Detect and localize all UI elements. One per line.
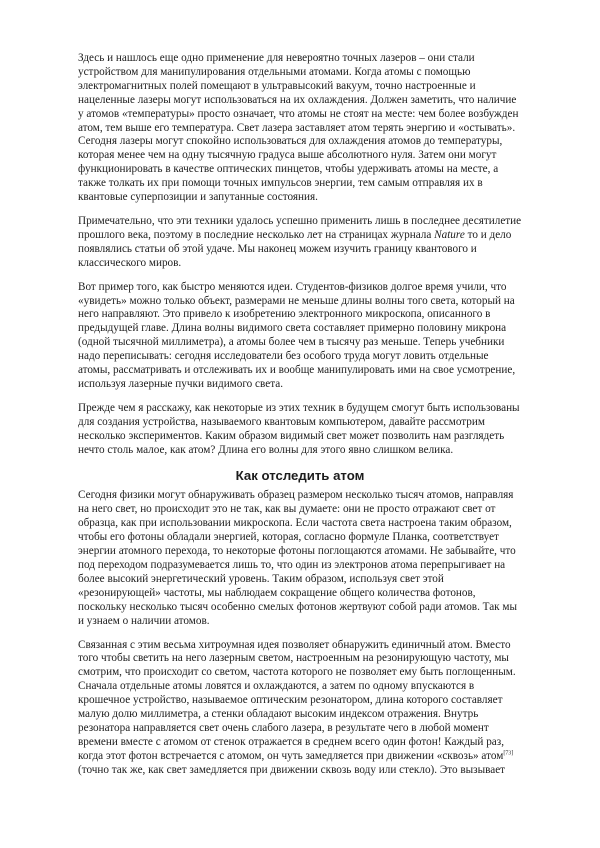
paragraph-3: Вот пример того, как быстро меняются идеи. Студентов-физиков долгое время учили, что «увидеть» можно только объект, размерами не меньше длины волны того света, который на него направляют. Это привело к изобретению электронного микроскопа, описанного в предыдущей главе. Длина волны видимого света составляет примерно половину микрона (одной тысячной миллиметра), а атомы более чем в тысячу раз меньше. Теперь учебники надо переписывать: сегодня исследователи без особого труда могут ловить отдельные атомы, рассматривать и отслеживать их и вообще манипулировать ими на свое усмотрение, используя лазерные пучки видимого света. (78, 280, 516, 390)
paragraph-2 (78, 215, 522, 271)
paragraph-2-text-b: то и дело появлялись статьи об этой удаче. Мы наконец можем изучить границу квантового и классического миров. (78, 228, 512, 269)
paragraph-5: Сегодня физики могут обнаруживать образец размером несколько тысяч атомов, направляя на него свет, но происходит это не так, как вы думаете: они не просто отражают свет от образца, как при использовании микроскопа. Если частота света настроена таким образом, чтобы его фотоны обладали энергией, которая, согласно формуле Планка, соответствует энергии атомного перехода, то некоторые фотоны поглощаются атомами. Не забывайте, что под переходом подразумевается лишь то, что один из электронов атома перепрыгивает на более высокий энергетический уровень. Таким образом, используя свет этой «резонирующей» частоты, мы наблюдаем сокращение общего количества фотонов, поскольку несколько тысяч особенно смелых фотонов жертвуют собой ради атомов. Так мы и узнаем о наличии атомов. (78, 489, 518, 627)
paragraph-6-text-a: Связанная с этим весьма хитроумная идея позволяет обнаружить единичный атом. Вместо того чтобы светить на него лазерным светом, настроенным на резонирующую частоту, мы смотрим, что происходит со светом, частота которого не позволяет ему быть поглощенным. Сначала отдельные атомы ловятся и охлаждаются, а затем по одному впускаются в крошечное устройство, называемое оптическим резонатором, длина которого составляет малую долю миллиметра, а стенки обладают высоким индексом отражения. Внутрь резонатора направляется свет очень слабого лазера, в результате чего в любой момент времени вместе с атомом от стенок отражается в среднем всего один фотон! Каждый раз, когда этот фотон встречается с атомом, он чуть замедляется при движении «сквозь» атом (78, 638, 516, 762)
paragraph-6 (78, 639, 522, 778)
footnote-link[interactable]: [73] (503, 750, 514, 757)
paragraph-1: Здесь и нашлось еще одно применение для невероятно точных лазеров – они стали устройством для манипулирования отдельными атомами. Когда атомы с помощью электромагнитных полей помещают в ультравысокий вакуум, точно настроенные и нацеленные лазеры могут использоваться на их охлаждения. Должен заметить, что наличие у атомов «температуры» просто означает, что атомы не стоят на месте: чем более возбужден атом, тем выше его температура. Свет лазера заставляет атом терять энергию и «остывать». Сегодня лазеры могут спокойно использоваться для охлаждения атомов до температуры, которая менее чем на одну тысячную градуса выше абсолютного нуля. Затем они могут функционировать в качестве оптических пинцетов, чтобы удерживать атомы на месте, а также толкать их при помощи точных импульсов энергии, тем самым отправляя их в квантовые суперпозиции и запутанные состояния. (78, 52, 519, 204)
paragraph-4: Прежде чем я расскажу, как некоторые из этих техник в будущем смогут быть использованы для создания устройства, называемого квантовым компьютером, давайте рассмотрим несколько экспериментов. Каким образом видимый свет может позволить нам разглядеть нечто столь малое, как атом? Длина его волны для этого явно слишком велика. (78, 401, 520, 456)
paragraph-2-text-a: Примечательно, что эти техники удалось успешно применить лишь в последнее десятилетие прошлого века, поэтому в последние несколько лет на страницах журнала (78, 214, 522, 241)
journal-name: Nature (434, 228, 465, 241)
paragraph-6-text-b: (точно так же, как свет замедляется при движении сквозь воду или стекло). Это вызывает (78, 763, 506, 776)
section-heading: Как отследить атом (235, 468, 365, 484)
